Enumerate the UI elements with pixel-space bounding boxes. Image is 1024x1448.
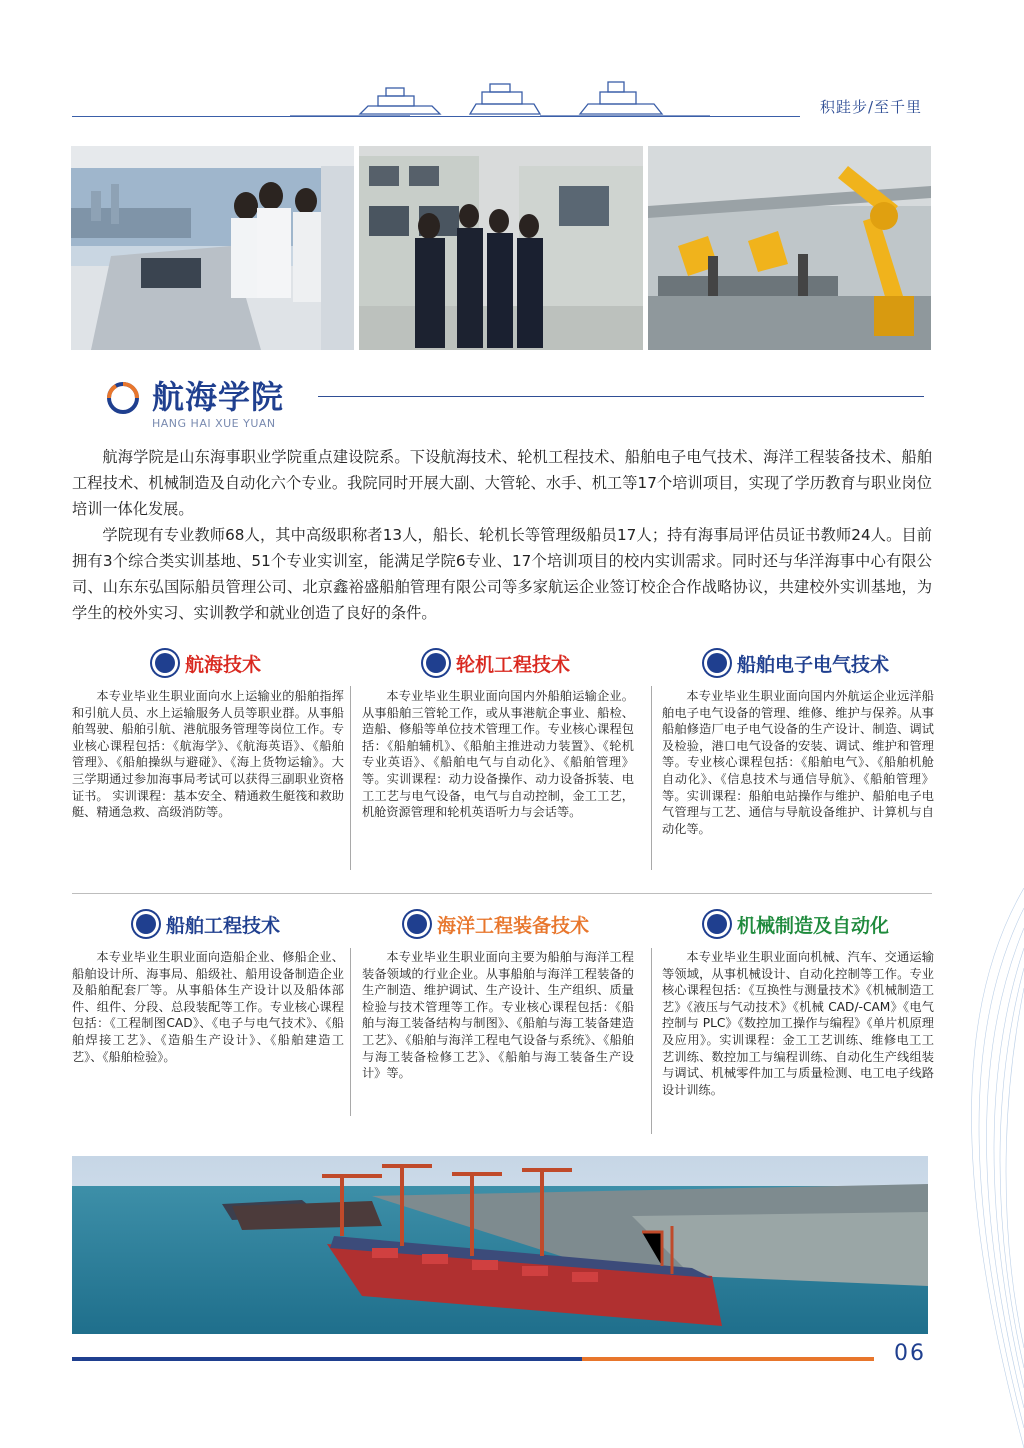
- major-title: 船舶工程技术: [165, 914, 280, 937]
- section-subtitle: HANG HAI XUE YUAN: [152, 417, 276, 430]
- major-ship-electronics: [662, 648, 934, 837]
- header-slogan: 积跬步/至千里: [820, 98, 923, 116]
- major-title: 机械制造及自动化: [736, 914, 889, 937]
- major-ship-engineering: [72, 909, 344, 1065]
- ship-bridge-simulator-photo: [71, 146, 354, 350]
- ship-silhouettes-decoration: [290, 70, 710, 118]
- shipyard-harbor-aerial-photo: [72, 1156, 928, 1334]
- bullet-dot-icon: [155, 653, 175, 673]
- intro-paragraph-2: 学院现有专业教师68人，其中高级职称者13人，船长、轮机长等管理级船员17人；持有海事局评估员证书教师24人。目前拥有3个综合类实训基地、51个专业实训室，能满足学院6专业、17个培训项目的校内实训需求。同时还与华洋海事中心有限公司、山东东弘国际船员管理公司、北京鑫裕盛船舶管理有限公司等多家航运企业签订校企合作战略协议，共建校外实训基地，为学生的校外实习、实训教学和就业创造了良好的条件。: [72, 526, 932, 622]
- header-rule: [72, 116, 800, 117]
- bullet-dot-icon: [136, 914, 156, 934]
- major-title: 航海技术: [184, 653, 261, 676]
- major-description: 本专业毕业生职业面向国内外航运企业远洋船舶电子电气设备的管理、维修、维护与保养。从事船舶修造厂电子电气设备的生产设计、制造、调试及检验，港口电气设备的安装、调试、维护和管理等。专业核心课程包括：《船舶电气》、《船舶机舱自动化》、《信息技术与通信导航》、《船舶管理》等。实训课程：船舶电站操作与维护、船舶电子电气管理与工艺、通信与导航设备维护、计算机与自动化等。: [662, 689, 934, 836]
- column-divider: [350, 686, 351, 870]
- bullet-dot-icon: [707, 653, 727, 673]
- bullet-dot-icon: [407, 914, 427, 934]
- section-title-rule: [318, 396, 924, 397]
- column-divider: [651, 948, 652, 1134]
- major-description: 本专业毕业生职业面向机械、汽车、交通运输等领域，从事机械设计、自动化控制等工作。专业核心课程包括：《互换性与测量技术》《机械制造工艺》《液压与气动技术》《机械 CAD/-CAM》《电气控制与 PLC》《数控加工操作与编程》《单片机原理及应用》。实训课程：金工工艺训练、维修电工工艺训练、数控加工与编程训练、自动化生产线组装与调试、机械零件加工与质量检测、电工电子线路设计训练。: [662, 950, 934, 1097]
- major-ocean-engineering-equipment: [362, 909, 634, 1082]
- major-title: 船舶电子电气技术: [736, 653, 889, 676]
- column-divider: [350, 948, 351, 1116]
- section-title: 航海学院: [152, 378, 285, 416]
- bullet-dot-icon: [426, 653, 446, 673]
- engine-control-room-photo: [359, 146, 643, 350]
- intro-text: [72, 444, 932, 626]
- industrial-robot-arm-photo: [648, 146, 931, 350]
- column-divider: [651, 686, 652, 870]
- section-ring-icon: [106, 381, 140, 415]
- major-description: 本专业毕业生职业面向水上运输业的船舶指挥和引航人员、水上运输服务人员等职业群。从事船舶驾驶、船舶引航、港航服务管理等岗位工作。专业核心课程包括：《航海学》、《航海英语》、《船舶管理》、《船舶操纵与避碰》、《海上货物运输》。大三学期通过参加海事局考试可以获得三副职业资格证书。 实训课程：基本安全、精通救生艇筏和救助艇、精通急救、高级消防等。: [72, 689, 344, 820]
- page-number: 06: [894, 1341, 926, 1366]
- footer-bar-orange: [582, 1357, 874, 1361]
- major-title: 海洋工程装备技术: [436, 914, 589, 937]
- major-description: 本专业毕业生职业面向主要为船舶与海洋工程装备领域的行业企业。从事船舶与海洋工程装备的生产制造、维护调试、生产设计、生产组织、质量检验与技术管理等工作。专业核心课程包括：《船舶与海工装备结构与制图》、《船舶与海工装备建造工艺》、《船舶与海洋工程电气设备与系统》、《船舶与海工装备检修工艺》、《船舶与海工装备生产设计》等。: [362, 950, 634, 1081]
- major-description: 本专业毕业生职业面向造船企业、修船企业、船舶设计所、海事局、船级社、船用设备制造企业及船舶配套厂等。从事船体生产设计以及船体部件、组件、分段、总段装配等工作。专业核心课程包括：《工程制图CAD》、《电子与电气技术》、《船舶焊接工艺》、《造船生产设计》、《船舶建造工艺》、《船舶检验》。: [72, 950, 344, 1064]
- major-marine-engineering: [362, 648, 634, 821]
- bullet-dot-icon: [707, 914, 727, 934]
- major-title: 轮机工程技术: [455, 653, 570, 676]
- major-description: 本专业毕业生职业面向国内外船舶运输企业。从事船舶三管轮工作，或从事港航企事业、船检、造船、修船等单位技术管理工作。专业核心课程包括：《船舶辅机》、《船舶主推进动力装置》、《轮机专业英语》、《船舶电气与自动化》、《船舶管理》等。实训课程：动力设备操作、动力设备拆装、电工工艺与电气设备，电气与自动控制，金工工艺，机舱资源管理和轮机英语听力与会话等。: [362, 689, 634, 820]
- major-nautical-technology: [72, 648, 344, 821]
- footer-bar-blue: [72, 1357, 582, 1361]
- wave-lines-decoration: [894, 888, 1024, 1448]
- row-divider: [72, 893, 932, 894]
- intro-paragraph-1: 航海学院是山东海事职业学院重点建设院系。下设航海技术、轮机工程技术、船舶电子电气技术、海洋工程装备技术、船舶工程技术、机械制造及自动化六个专业。我院同时开展大副、大管轮、水手、机工等17个培训项目，实现了学历教育与职业岗位培训一体化发展。: [72, 448, 932, 518]
